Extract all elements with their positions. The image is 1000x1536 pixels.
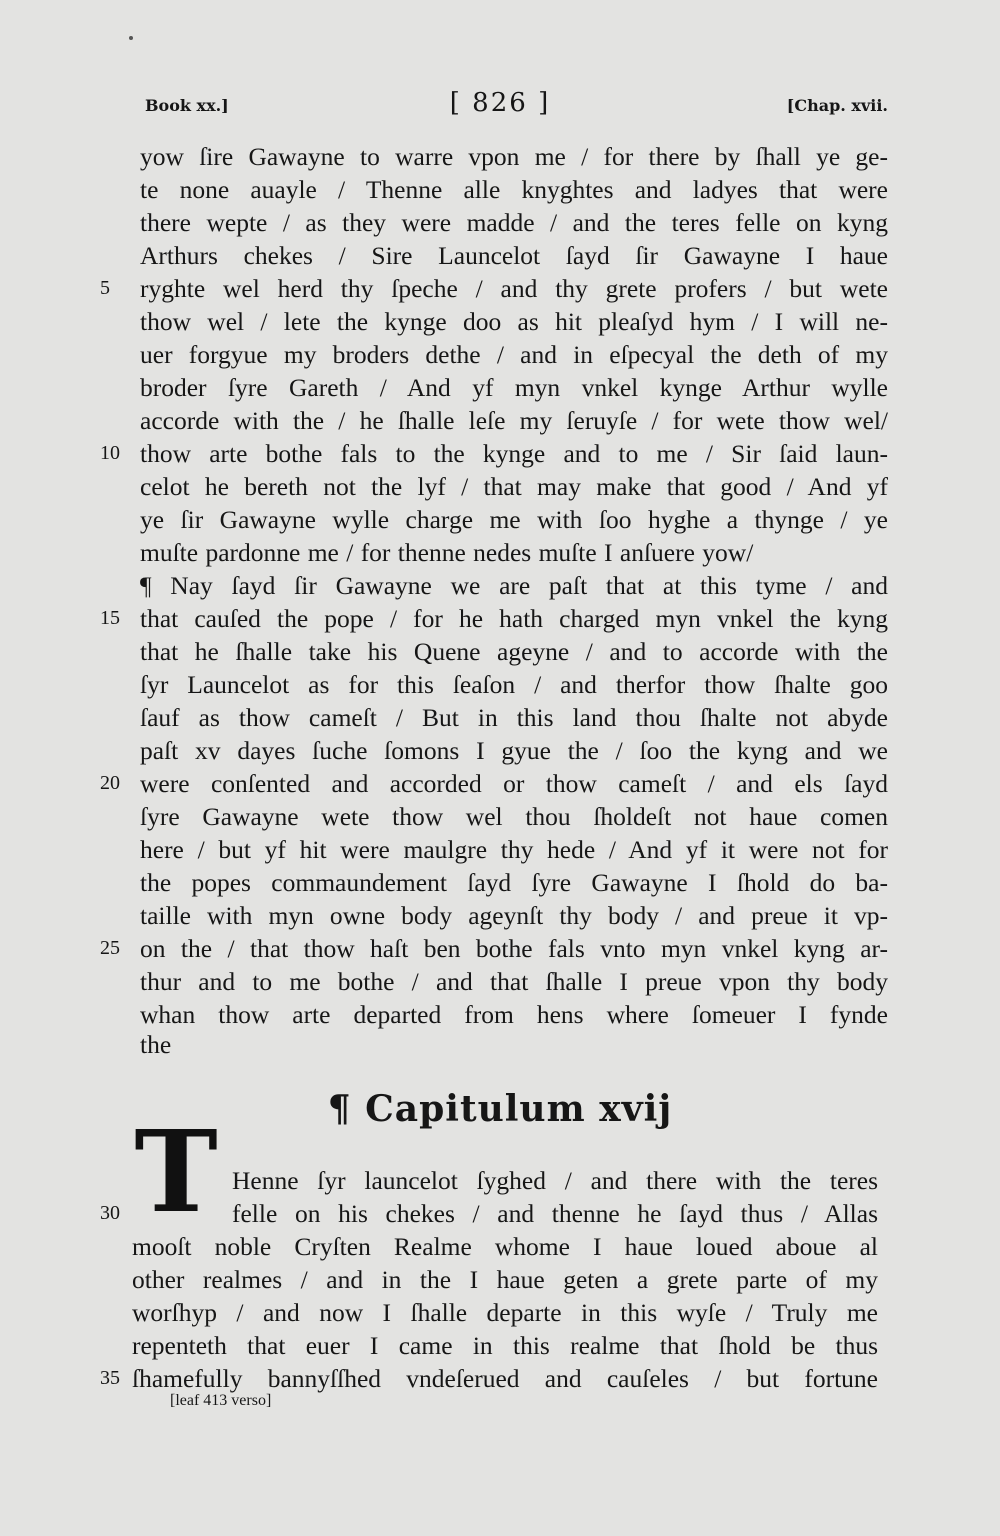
text-line: mooſt noble Cryſten Realme whome I haue loued aboue al [132,1232,878,1261]
text-line: ſauf as thow cameſt / But in this land thou ſhalte not abyde [140,703,888,732]
line-number: 30 [100,1202,120,1224]
text-line: whan thow arte departed from hens where ſomeuer I fynde [140,1000,888,1029]
text-line: other realmes / and in the I haue geten a grete parte of my [132,1265,878,1294]
text-line: muſte pardonne me / for thenne nedes muſte I anſuere yow/ [140,538,754,567]
text-line: accorde with the / he ſhalle leſe my ſeruyſe / for wete thow wel/ [140,406,888,435]
ink-speck [129,36,133,40]
text-line: broder ſyre Gareth / And yf myn vnkel kynge Arthur wylle [140,373,888,402]
text-line: ye ſir Gawayne wylle charge me with ſoo hyghe a thynge / ye [140,505,888,534]
chapter-heading: ¶ Capitulum xvij [327,1088,673,1130]
line-number: 5 [100,277,110,299]
text-line: there wepte / as they were madde / and the teres felle on kyng [140,208,888,237]
running-header-book: Book xx.] [145,96,229,115]
text-line: Henne ſyr launcelot ſyghed / and there with the teres [232,1166,878,1195]
text-line: the popes commaundement ſayd ſyre Gawayne I ſhold do ba- [140,868,888,897]
line-number: 35 [100,1367,120,1389]
text-line: that he ſhalle take his Quene ageyne / and to accorde with the [140,637,888,666]
text-line: celot he bereth not the lyf / that may make that good / And yf [140,472,888,501]
text-line: thow arte bothe fals to the kynge and to me / Sir ſaid laun- [140,439,888,468]
line-number: 25 [100,937,120,959]
text-line: ryghte wel herd thy ſpeche / and thy grete profers / but wete [140,274,888,303]
text-line: yow ſire Gawayne to warre vpon me / for there by ſhall ye ge- [140,142,888,171]
line-number: 10 [100,442,120,464]
text-line: repenteth that euer I came in this realme that ſhold be thus [132,1331,878,1360]
line-number: 15 [100,607,120,629]
drop-cap: T [134,1107,218,1238]
text-line: the [140,1030,172,1059]
text-line: worſhyp / and now I ſhalle departe in this wyſe / Truly me [132,1298,878,1327]
text-line: ſyr Launcelot as for this ſeaſon / and therfor thow ſhalte goo [140,670,888,699]
text-line: uer forgyue my broders dethe / and in eſpecyal the deth of my [140,340,888,369]
text-line: taille with myn owne body ageynſt thy body / and preue it vp- [140,901,888,930]
text-line: that cauſed the pope / for he hath charged myn vnkel the kyng [140,604,888,633]
line-number: 20 [100,772,120,794]
text-line: here / but yf hit were maulgre thy hede / And yf it were not for [140,835,888,864]
text-line: on the / that thow haſt ben bothe fals vnto myn vnkel kyng ar- [140,934,888,963]
leaf-signature: [leaf 413 verso] [170,1392,272,1409]
text-line: were conſented and accorded or thow cameſt / and els ſayd [140,769,888,798]
text-line: felle on his chekes / and thenne he ſayd thus / Allas [232,1199,878,1228]
running-header-chapter: [Chap. xvii. [786,96,888,115]
text-line: ¶ Nay ſayd ſir Gawayne we are paſt that at this tyme / and [140,571,888,600]
text-line: Arthurs chekes / Sire Launcelot ſayd ſir Gawayne I haue [140,241,888,270]
text-line: ſyre Gawayne wete thow wel thou ſholdeſt not haue comen [140,802,888,831]
text-line: te none auayle / Thenne alle knyghtes and ladyes that were [140,175,888,204]
text-line: thur and to me bothe / and that ſhalle I preue vpon thy body [140,967,888,996]
page-number: [ 826 ] [449,88,551,118]
text-line: thow wel / lete the kynge doo as hit pleaſyd hym / I will ne- [140,307,888,336]
text-line: paſt xv dayes ſuche ſomons I gyue the / ſoo the kyng and we [140,736,888,765]
text-line: ſhamefully bannyſſhed vndeſerued and cauſeles / but fortune [132,1364,878,1393]
